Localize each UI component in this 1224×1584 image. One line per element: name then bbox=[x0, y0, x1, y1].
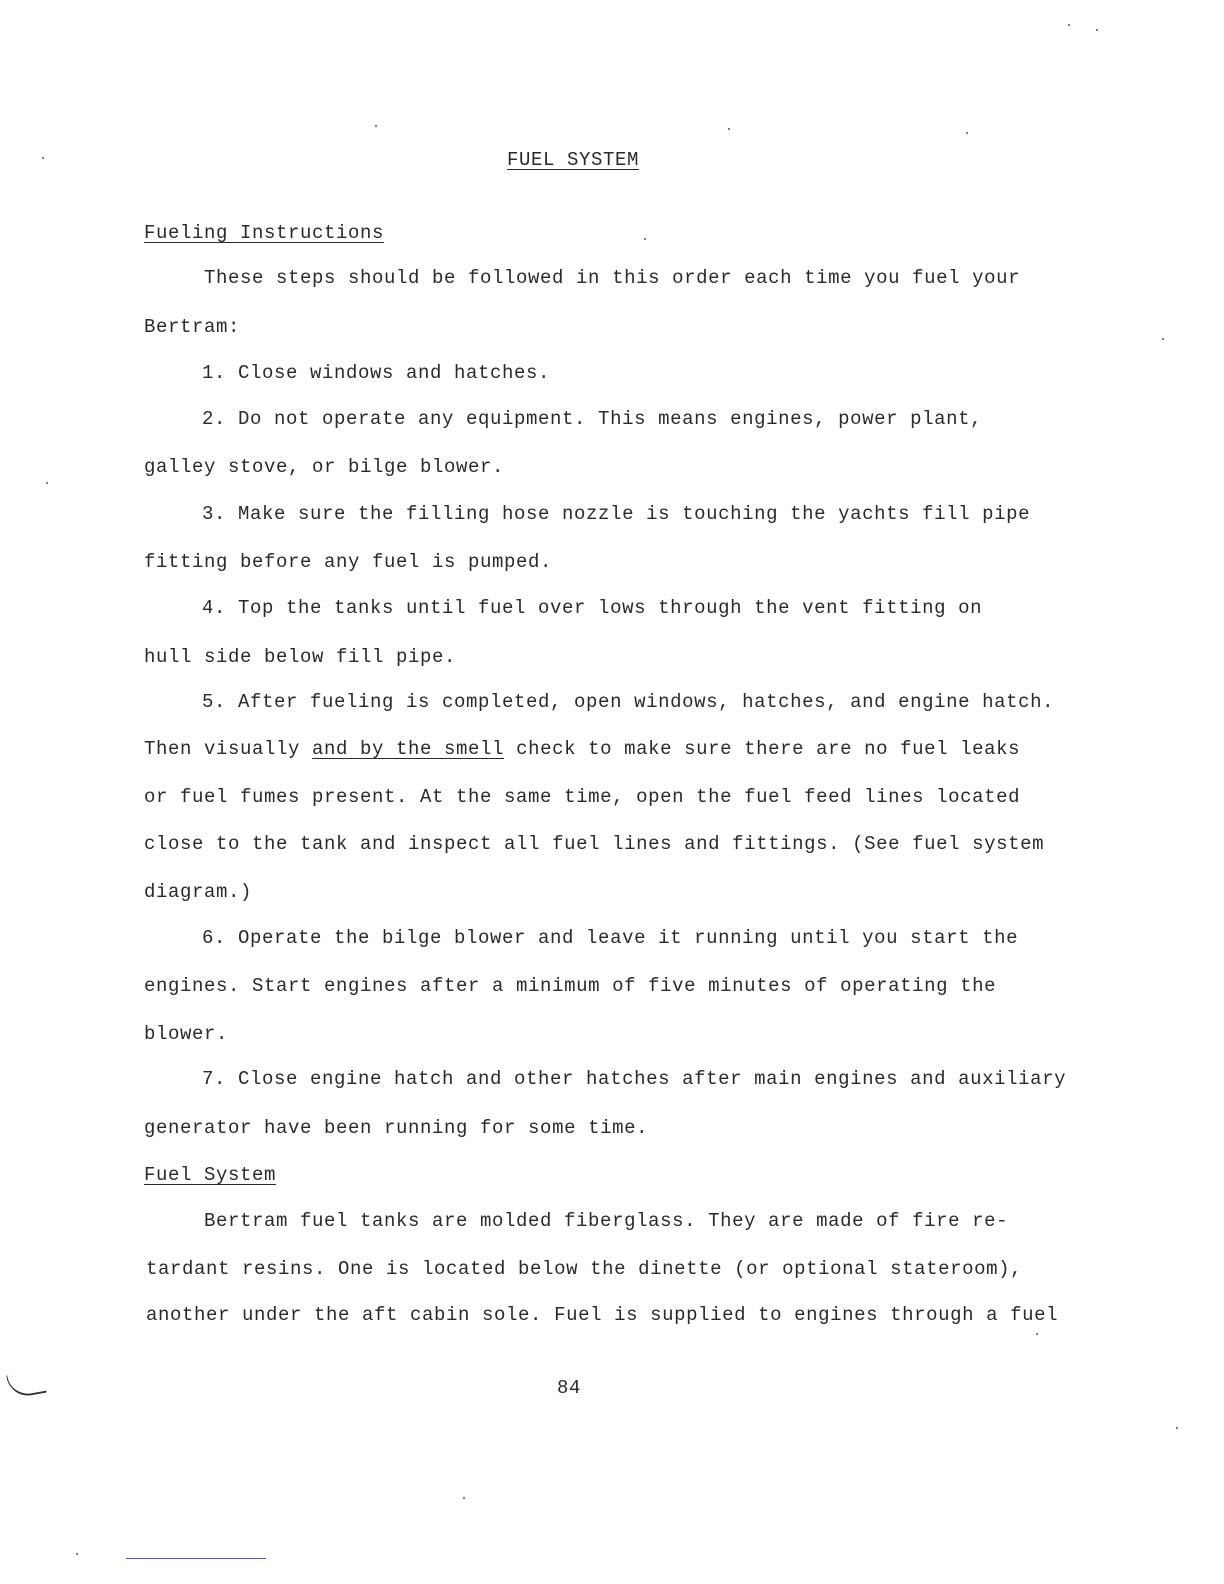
step-6: 6. Operate the bilge blower and leave it running until you start the bbox=[202, 927, 1019, 949]
step-7: 7. Close engine hatch and other hatches after main engines and auxiliary bbox=[202, 1068, 1067, 1090]
scan-speck bbox=[46, 482, 48, 484]
scan-speck bbox=[1096, 29, 1098, 31]
footer-rule bbox=[126, 1558, 266, 1559]
step-2: 2. Do not operate any equipment. This means engines, power plant, bbox=[202, 408, 983, 430]
step-6-continued-1: engines. Start engines after a minimum of five minutes of operating the bbox=[144, 975, 997, 997]
step-3: 3. Make sure the filling hose nozzle is touching the yachts fill pipe bbox=[202, 503, 1031, 525]
paragraph-line: tardant resins. One is located below the dinette (or optional stateroom), bbox=[146, 1258, 1023, 1280]
page-title: FUEL SYSTEM bbox=[507, 149, 640, 171]
step-5-continued-1 bbox=[144, 737, 1020, 761]
paragraph-line: Bertram fuel tanks are molded fiberglass. They are made of fire re- bbox=[204, 1210, 1009, 1232]
section-heading-fueling-instructions: Fueling Instructions bbox=[144, 222, 385, 244]
step-2-continued: galley stove, or bilge blower. bbox=[144, 456, 505, 478]
scan-speck bbox=[375, 125, 377, 127]
scan-speck bbox=[966, 132, 968, 134]
text-segment: check to make sure there are no fuel leaks bbox=[504, 738, 1021, 760]
step-3-continued: fitting before any fuel is pumped. bbox=[144, 551, 553, 573]
step-7-continued: generator have been running for some time. bbox=[144, 1117, 649, 1139]
scan-speck bbox=[1162, 338, 1164, 340]
scan-speck bbox=[76, 1553, 78, 1555]
scan-speck bbox=[1036, 1333, 1038, 1335]
scan-speck bbox=[644, 238, 646, 240]
paragraph-line: another under the aft cabin sole. Fuel is supplied to engines through a fuel bbox=[146, 1304, 1059, 1326]
scan-mark bbox=[6, 1369, 47, 1399]
step-5: 5. After fueling is completed, open windows, hatches, and engine hatch. bbox=[202, 691, 1055, 713]
scan-speck bbox=[1176, 1427, 1178, 1429]
underlined-emphasis: and by the smell bbox=[312, 738, 505, 760]
step-1: 1. Close windows and hatches. bbox=[202, 362, 551, 384]
step-4: 4. Top the tanks until fuel over lows through the vent fitting on bbox=[202, 597, 983, 619]
step-5-continued-2: or fuel fumes present. At the same time, open the fuel feed lines located bbox=[144, 786, 1021, 808]
step-5-continued-3: close to the tank and inspect all fuel lines and fittings. (See fuel system bbox=[144, 833, 1045, 855]
paragraph-line: Bertram: bbox=[144, 316, 241, 338]
step-6-continued-2: blower. bbox=[144, 1023, 229, 1045]
scan-speck bbox=[42, 157, 44, 159]
section-heading-fuel-system: Fuel System bbox=[144, 1164, 277, 1186]
scan-speck bbox=[728, 128, 730, 130]
scan-speck bbox=[1068, 24, 1070, 26]
page-number: 84 bbox=[557, 1377, 582, 1399]
text-segment: Then visually bbox=[144, 738, 313, 760]
scan-speck bbox=[463, 1497, 465, 1499]
step-5-continued-4: diagram.) bbox=[144, 881, 253, 903]
step-4-continued: hull side below fill pipe. bbox=[144, 646, 457, 668]
paragraph-line: These steps should be followed in this order each time you fuel your bbox=[204, 267, 1021, 289]
